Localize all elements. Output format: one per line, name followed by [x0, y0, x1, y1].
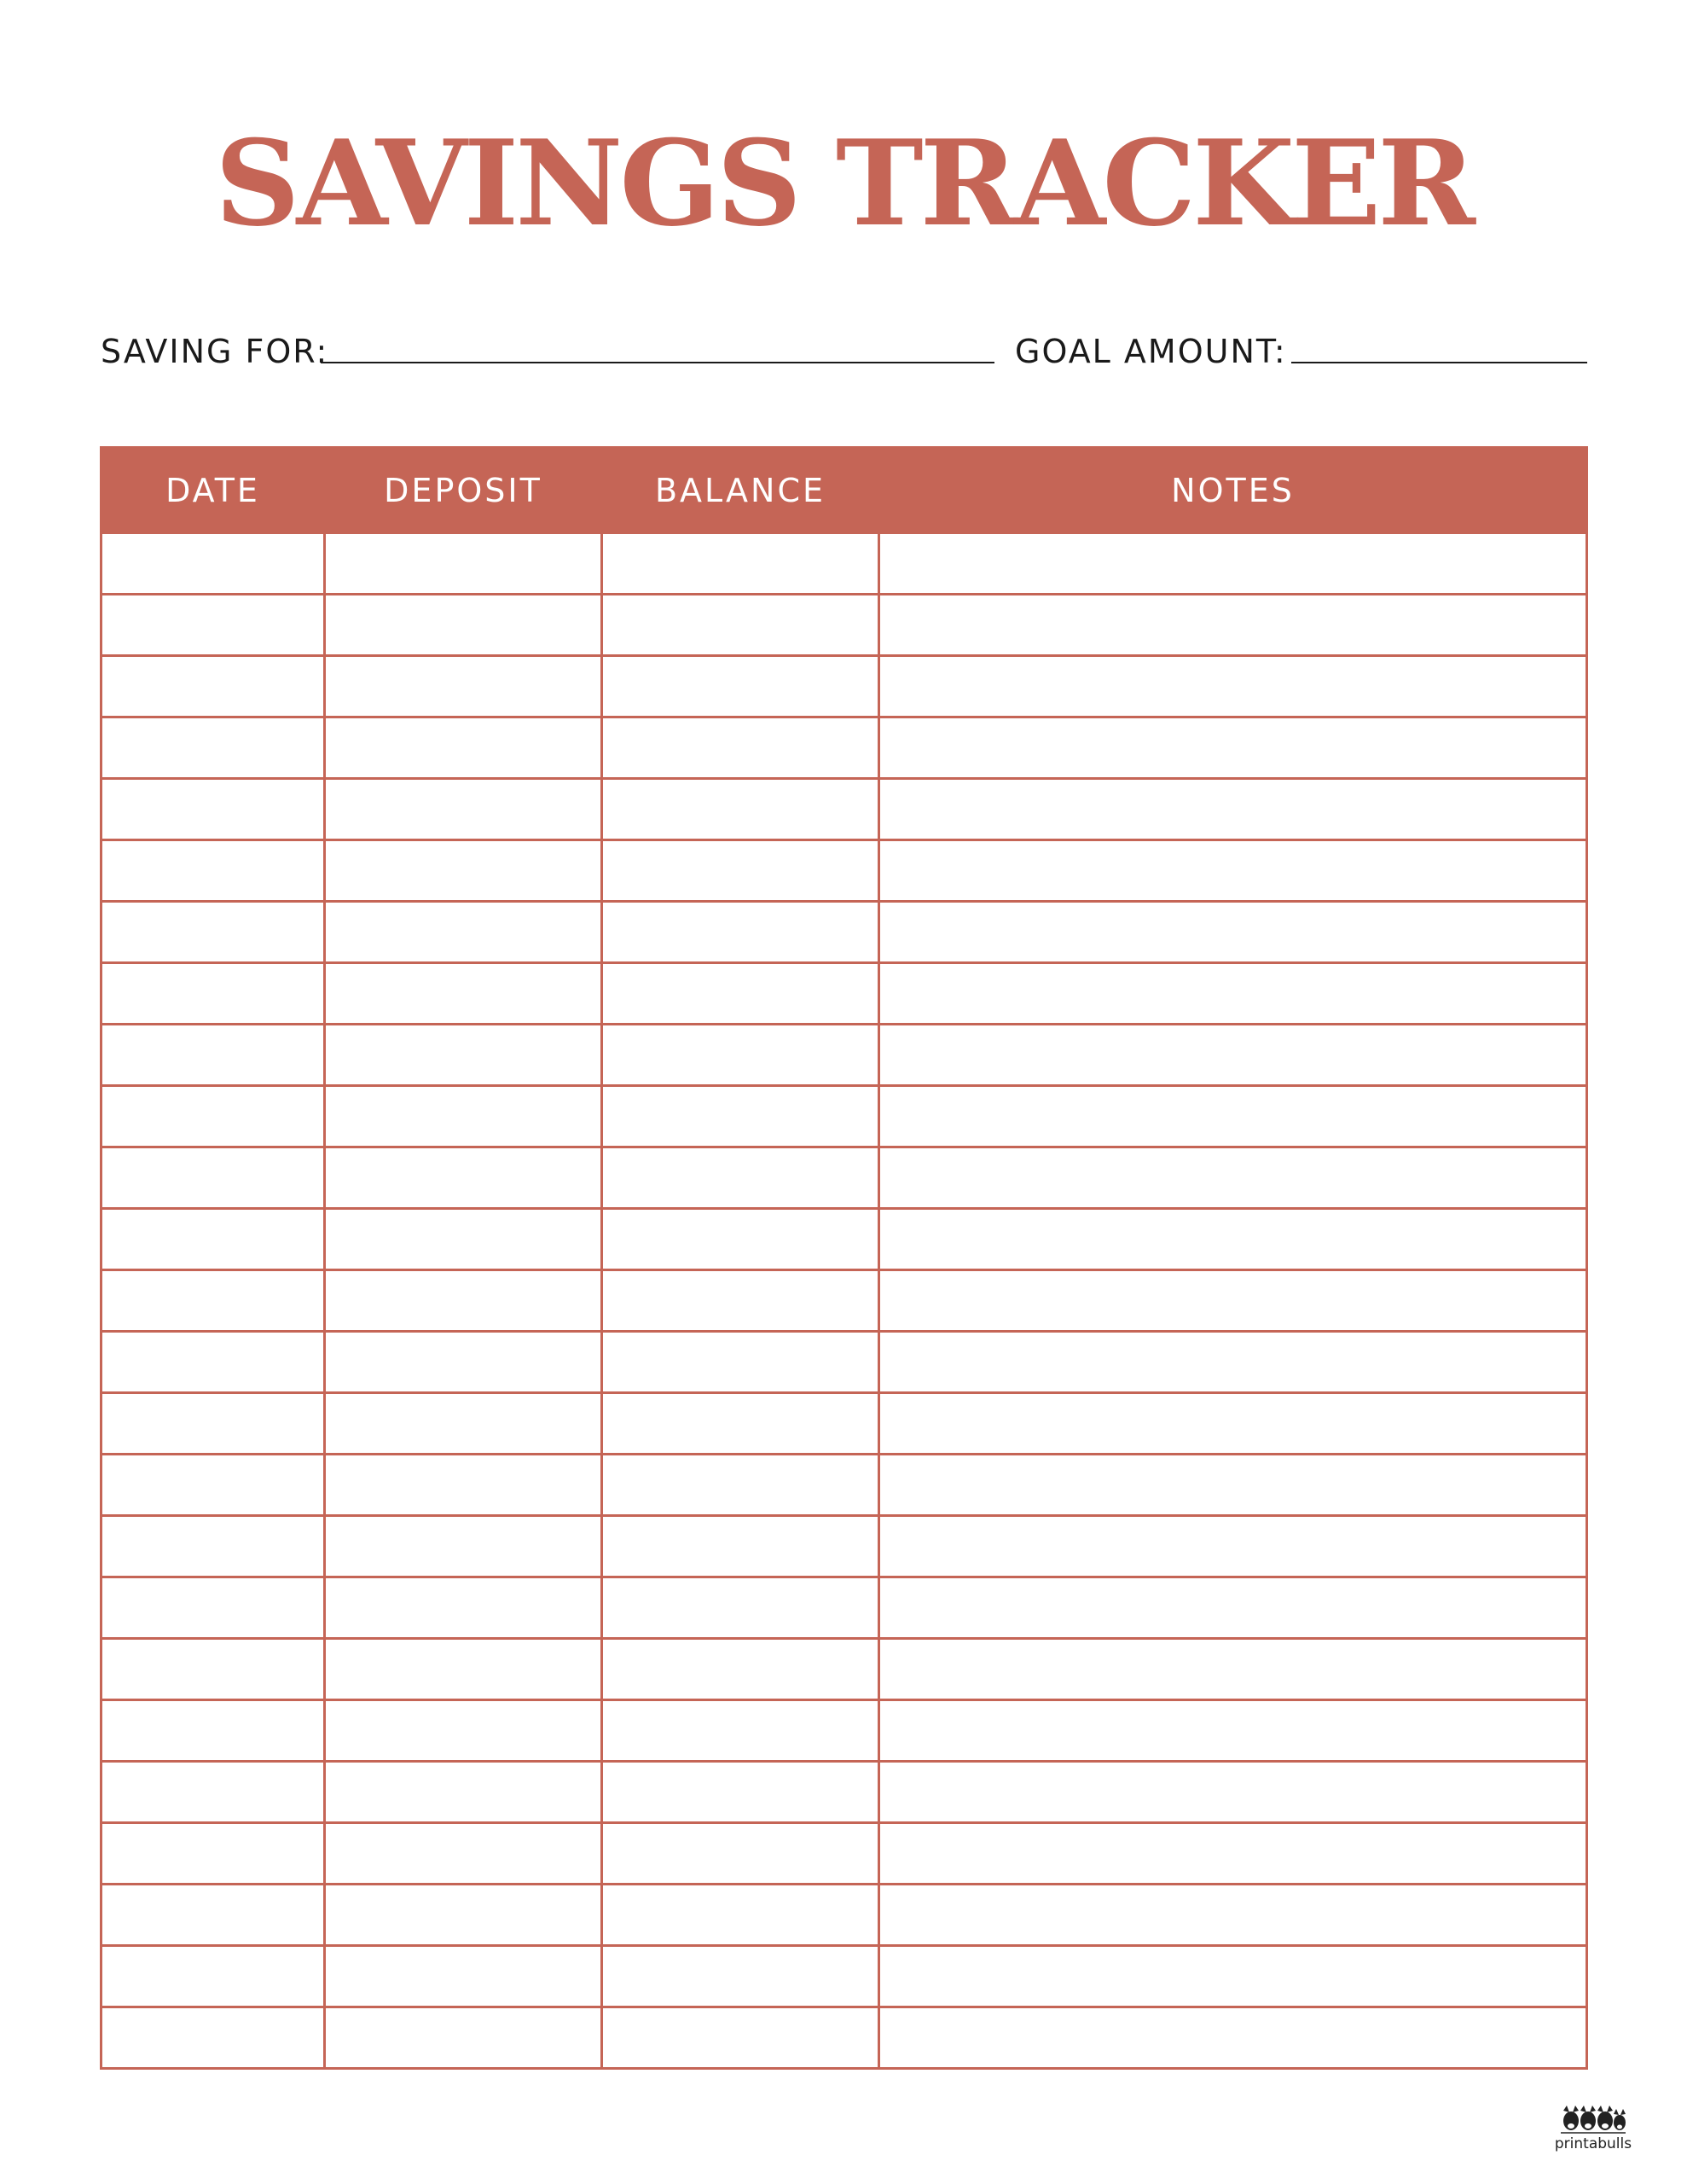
cell-notes[interactable]: [879, 902, 1587, 963]
cell-deposit[interactable]: [325, 1762, 602, 1823]
cell-deposit[interactable]: [325, 1086, 602, 1147]
cell-date[interactable]: [101, 1762, 325, 1823]
goal-amount-field[interactable]: [1291, 362, 1587, 363]
cell-deposit[interactable]: [325, 1455, 602, 1516]
cell-date[interactable]: [101, 779, 325, 840]
cell-balance[interactable]: [602, 1946, 879, 2007]
cell-balance[interactable]: [602, 1577, 879, 1639]
cell-deposit[interactable]: [325, 1209, 602, 1270]
table-row: [101, 717, 1587, 779]
cell-notes[interactable]: [879, 1393, 1587, 1455]
cell-notes[interactable]: [879, 1025, 1587, 1086]
cell-balance[interactable]: [602, 840, 879, 902]
column-header-notes: NOTES: [879, 448, 1587, 533]
cell-notes[interactable]: [879, 1332, 1587, 1393]
cell-date[interactable]: [101, 1885, 325, 1946]
cell-date[interactable]: [101, 1946, 325, 2007]
cell-date[interactable]: [101, 840, 325, 902]
bulldog-logo-icon: [1559, 2104, 1627, 2135]
cell-date[interactable]: [101, 1393, 325, 1455]
cell-notes[interactable]: [879, 840, 1587, 902]
cell-deposit[interactable]: [325, 902, 602, 963]
table-row: [101, 1270, 1587, 1332]
table-row: [101, 1332, 1587, 1393]
cell-date[interactable]: [101, 963, 325, 1025]
cell-notes[interactable]: [879, 1577, 1587, 1639]
cell-notes[interactable]: [879, 1270, 1587, 1332]
cell-date[interactable]: [101, 1209, 325, 1270]
cell-date[interactable]: [101, 902, 325, 963]
cell-deposit[interactable]: [325, 1025, 602, 1086]
cell-balance[interactable]: [602, 1025, 879, 1086]
cell-deposit[interactable]: [325, 1577, 602, 1639]
cell-date[interactable]: [101, 1025, 325, 1086]
cell-date[interactable]: [101, 1516, 325, 1577]
cell-date[interactable]: [101, 1700, 325, 1762]
cell-notes[interactable]: [879, 2007, 1587, 2069]
table-row: [101, 1393, 1587, 1455]
cell-deposit[interactable]: [325, 1147, 602, 1209]
cell-notes[interactable]: [879, 1086, 1587, 1147]
cell-balance[interactable]: [602, 1762, 879, 1823]
cell-date[interactable]: [101, 1147, 325, 1209]
cell-notes[interactable]: [879, 1516, 1587, 1577]
cell-deposit[interactable]: [325, 963, 602, 1025]
cell-balance[interactable]: [602, 963, 879, 1025]
table-row: [101, 1946, 1587, 2007]
cell-deposit[interactable]: [325, 717, 602, 779]
cell-date[interactable]: [101, 656, 325, 717]
table-row: [101, 1639, 1587, 1700]
cell-balance[interactable]: [602, 1516, 879, 1577]
table-header-row: [101, 448, 1587, 533]
cell-date[interactable]: [101, 1823, 325, 1885]
cell-notes[interactable]: [879, 533, 1587, 595]
cell-balance[interactable]: [602, 779, 879, 840]
table-row: [101, 779, 1587, 840]
page-title: SAVINGS TRACKER: [214, 113, 1473, 253]
cell-date[interactable]: [101, 1270, 325, 1332]
cell-balance[interactable]: [602, 1147, 879, 1209]
cell-deposit[interactable]: [325, 1823, 602, 1885]
cell-date[interactable]: [101, 717, 325, 779]
cell-date[interactable]: [101, 1455, 325, 1516]
cell-balance[interactable]: [602, 1086, 879, 1147]
cell-date[interactable]: [101, 1332, 325, 1393]
cell-balance[interactable]: [602, 595, 879, 656]
cell-notes[interactable]: [879, 656, 1587, 717]
saving-for-label: SAVING FOR:: [101, 333, 329, 370]
cell-deposit[interactable]: [325, 1332, 602, 1393]
table-row: [101, 1147, 1587, 1209]
cell-notes[interactable]: [879, 1885, 1587, 1946]
goal-amount-label: GOAL AMOUNT:: [1015, 333, 1287, 370]
saving-for-field[interactable]: [321, 362, 994, 363]
cell-deposit[interactable]: [325, 840, 602, 902]
table-row: [101, 1762, 1587, 1823]
cell-balance[interactable]: [602, 1885, 879, 1946]
savings-table: [100, 446, 1588, 2070]
cell-notes[interactable]: [879, 1700, 1587, 1762]
cell-deposit[interactable]: [325, 1946, 602, 2007]
cell-notes[interactable]: [879, 1639, 1587, 1700]
cell-deposit[interactable]: [325, 595, 602, 656]
cell-balance[interactable]: [602, 1639, 879, 1700]
cell-deposit[interactable]: [325, 1516, 602, 1577]
cell-balance[interactable]: [602, 2007, 879, 2069]
cell-deposit[interactable]: [325, 533, 602, 595]
cell-deposit[interactable]: [325, 1270, 602, 1332]
header-fields: [101, 328, 1586, 375]
cell-balance[interactable]: [602, 1823, 879, 1885]
cell-date[interactable]: [101, 1086, 325, 1147]
cell-notes[interactable]: [879, 717, 1587, 779]
cell-balance[interactable]: [602, 1700, 879, 1762]
table-row: [101, 1086, 1587, 1147]
cell-balance[interactable]: [602, 1332, 879, 1393]
brand-logo: [1551, 2104, 1636, 2158]
cell-balance[interactable]: [602, 1455, 879, 1516]
cell-deposit[interactable]: [325, 1393, 602, 1455]
cell-notes[interactable]: [879, 1823, 1587, 1885]
table-row: [101, 1516, 1587, 1577]
cell-date[interactable]: [101, 1639, 325, 1700]
cell-date[interactable]: [101, 2007, 325, 2069]
cell-deposit[interactable]: [325, 2007, 602, 2069]
cell-balance[interactable]: [602, 902, 879, 963]
table-row: [101, 2007, 1587, 2069]
cell-notes[interactable]: [879, 1209, 1587, 1270]
cell-deposit[interactable]: [325, 1885, 602, 1946]
cell-notes[interactable]: [879, 595, 1587, 656]
table-row: [101, 1885, 1587, 1946]
cell-balance[interactable]: [602, 1393, 879, 1455]
table-row: [101, 656, 1587, 717]
cell-deposit[interactable]: [325, 656, 602, 717]
cell-deposit[interactable]: [325, 779, 602, 840]
table-row: [101, 595, 1587, 656]
cell-notes[interactable]: [879, 779, 1587, 840]
table-row: [101, 963, 1587, 1025]
table-row: [101, 1823, 1587, 1885]
cell-date[interactable]: [101, 595, 325, 656]
table-row: [101, 1577, 1587, 1639]
cell-date[interactable]: [101, 533, 325, 595]
cell-notes[interactable]: [879, 1455, 1587, 1516]
cell-balance[interactable]: [602, 1209, 879, 1270]
table-row: [101, 902, 1587, 963]
cell-balance[interactable]: [602, 533, 879, 595]
table-row: [101, 1209, 1587, 1270]
cell-notes[interactable]: [879, 1147, 1587, 1209]
column-header-balance: BALANCE: [602, 448, 879, 533]
cell-deposit[interactable]: [325, 1700, 602, 1762]
cell-deposit[interactable]: [325, 1639, 602, 1700]
column-header-deposit: DEPOSIT: [325, 448, 602, 533]
cell-balance[interactable]: [602, 656, 879, 717]
table-row: [101, 533, 1587, 595]
cell-notes[interactable]: [879, 1946, 1587, 2007]
brand-name: printabulls: [1554, 2135, 1632, 2152]
table-row: [101, 1455, 1587, 1516]
table-row: [101, 1025, 1587, 1086]
table-row: [101, 1700, 1587, 1762]
cell-notes[interactable]: [879, 1762, 1587, 1823]
cell-notes[interactable]: [879, 963, 1587, 1025]
table-body: [101, 533, 1587, 2069]
cell-balance[interactable]: [602, 1270, 879, 1332]
cell-balance[interactable]: [602, 717, 879, 779]
cell-date[interactable]: [101, 1577, 325, 1639]
table-row: [101, 840, 1587, 902]
column-header-date: DATE: [101, 448, 325, 533]
